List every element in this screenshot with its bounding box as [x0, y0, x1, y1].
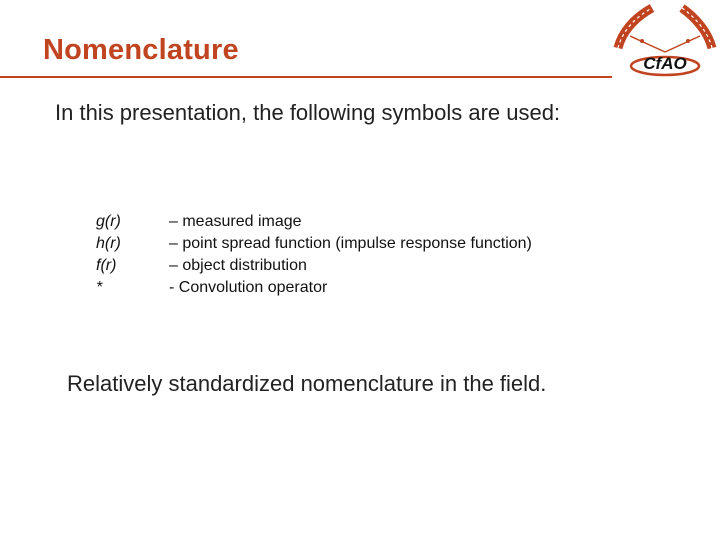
title-divider [0, 76, 612, 78]
symbol-description: – point spread function (impulse response function) [169, 235, 532, 252]
slide-title: Nomenclature [43, 34, 239, 66]
symbol-description: - Convolution operator [169, 279, 328, 296]
cfao-logo [612, 2, 718, 82]
symbol-description: – object distribution [169, 257, 307, 274]
logo-text: CfAO [643, 54, 687, 73]
intro-text: In this presentation, the following symbols are used: [55, 100, 561, 125]
symbol: f(r) [96, 257, 117, 274]
symbol: g(r) [96, 213, 121, 230]
symbol-description: – measured image [169, 213, 302, 230]
symbol: h(r) [96, 235, 121, 252]
summary-text: Relatively standardized nomenclature in the field. [67, 371, 547, 396]
symbol: * [96, 279, 103, 296]
